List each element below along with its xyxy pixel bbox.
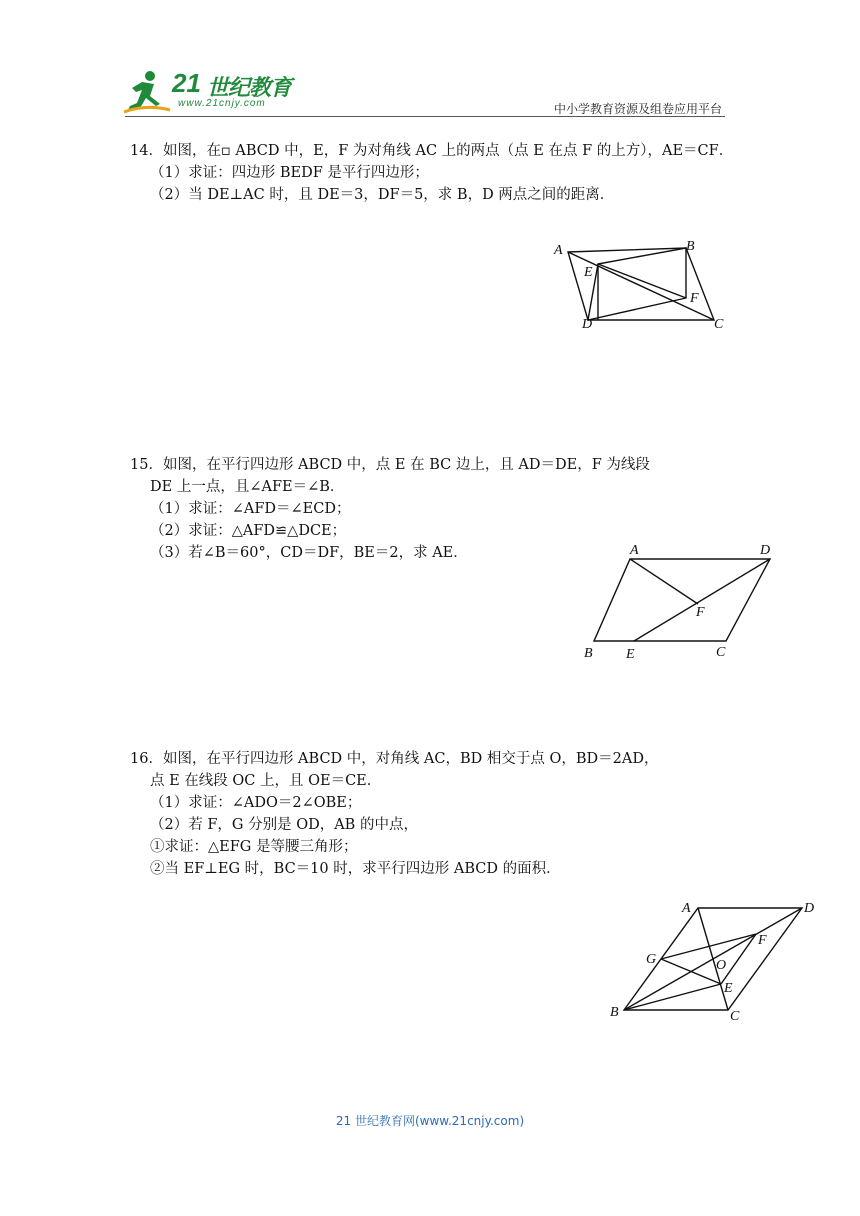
q16-figure	[606, 896, 821, 1024]
q14-label-e: E	[584, 265, 593, 280]
q15-stem-line-1	[130, 455, 650, 476]
q14-label-c: C	[714, 317, 724, 332]
runner-icon	[120, 68, 172, 118]
q14-figure	[550, 236, 730, 336]
q16-stem-line-2: 点 E 在线段 OC 上，且 OE＝CE．	[150, 773, 382, 789]
q16-label-o: O	[716, 958, 727, 973]
q15-label-a: A	[630, 543, 639, 558]
q15-part-2: （2）求证：△AFD≌△DCE；	[150, 523, 347, 539]
q16-part-1: （1）求证：∠ADO＝2∠OBE；	[150, 795, 362, 811]
q15-label-f: F	[696, 605, 705, 620]
q14-part-1: （1）求证：四边形 BEDF 是平行四边形；	[150, 165, 429, 181]
q15-segment-de	[634, 559, 770, 641]
q16-label-c: C	[730, 1009, 740, 1024]
q15-stem-text-1: 如图，在平行四边形 ABCD 中，点 E 在 BC 边上，且 AD＝DE，F 为线段	[162, 457, 650, 473]
brand-url: www.21cnjy.com	[178, 98, 266, 109]
q15-number: 15．	[130, 457, 163, 473]
q16-label-a: A	[682, 901, 691, 916]
q15-stem-line-2: DE 上一点，且∠AFE＝∠B．	[150, 479, 345, 495]
q16-label-b: B	[610, 1005, 619, 1020]
q15-label-d: D	[760, 543, 771, 558]
q16-subpart-1: ①求证：△EFG 是等腰三角形；	[150, 839, 358, 855]
brand-name: 世纪教育	[207, 76, 292, 101]
q16-stem-text-1: 如图，在平行四边形 ABCD 中，对角线 AC，BD 相交于点 O，BD＝2AD，	[162, 751, 659, 767]
q15-parallelogram	[594, 559, 770, 641]
q14-label-b: B	[686, 239, 695, 254]
q14-label-d: D	[582, 317, 593, 332]
q16-subpart-2: ②当 EF⊥EG 时，BC＝10 时，求平行四边形 ABCD 的面积．	[150, 861, 561, 877]
q16-label-e: E	[724, 981, 733, 996]
q14-number: 14．	[130, 143, 163, 159]
brand-logo	[120, 68, 295, 118]
q14-label-f: F	[690, 291, 699, 306]
q16-stem-line-1	[130, 749, 658, 770]
q14-label-a: A	[554, 243, 563, 258]
header-tagline: 中小学教育资源及组卷应用平台	[553, 102, 722, 116]
q14-part-2: （2）当 DE⊥AC 时，且 DE＝3，DF＝5，求 B，D 两点之间的距离．	[150, 187, 615, 203]
q16-label-d: D	[804, 901, 815, 916]
q16-number: 16．	[130, 751, 163, 767]
q15-label-b: B	[584, 646, 593, 661]
footer-text: 21 世纪教育网(www.21cnjy.com)	[335, 1114, 525, 1128]
q15-part-1: （1）求证：∠AFD＝∠ECD；	[150, 501, 351, 517]
q14-stem	[130, 141, 733, 162]
q16-segment-be	[624, 984, 721, 1010]
q15-figure	[580, 538, 780, 666]
q16-segment-ge	[661, 959, 721, 984]
header-divider	[125, 116, 725, 117]
q16-part-2: （2）若 F，G 分别是 OD，AB 的中点，	[150, 817, 418, 833]
q14-segment-ef	[598, 264, 686, 298]
q16-label-f: F	[758, 933, 767, 948]
q15-segment-af	[630, 559, 698, 604]
q15-label-c: C	[716, 645, 726, 660]
q15-part-3: （3）若∠B＝60°，CD＝DF，BE＝2，求 AE．	[150, 545, 468, 561]
q16-label-g: G	[646, 952, 657, 967]
q15-label-e: E	[626, 647, 635, 662]
brand-number: 21	[172, 68, 201, 98]
q14-stem-text: 如图，在▫ ABCD 中，E，F 为对角线 AC 上的两点（点 E 在点 F 的上方），AE＝CF．	[162, 143, 734, 159]
